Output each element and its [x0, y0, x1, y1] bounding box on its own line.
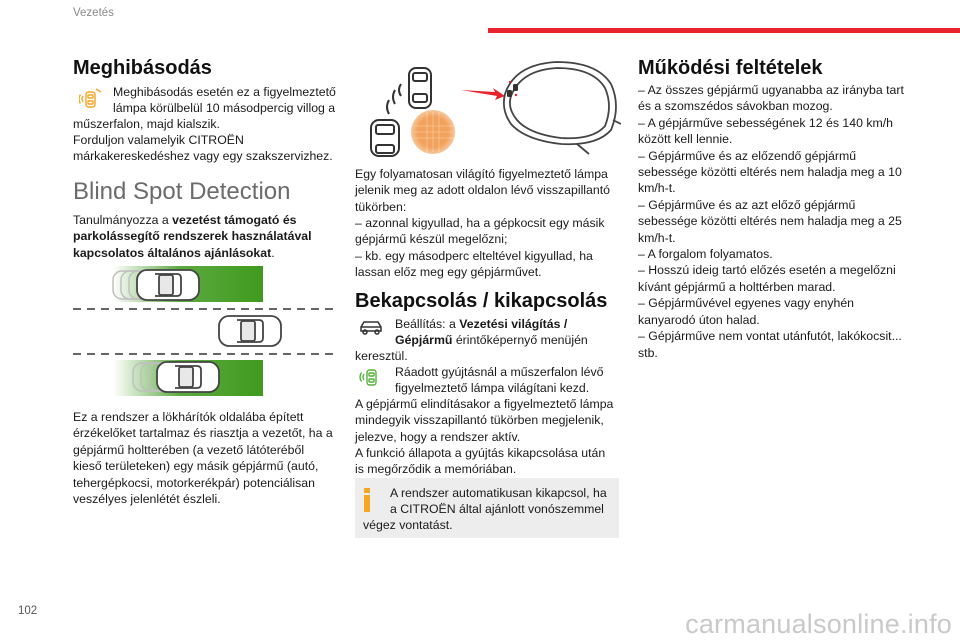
info-icon [363, 488, 371, 512]
header-accent-bar [488, 28, 960, 33]
activation-heading: Bekapcsolás / kikapcsolás [355, 290, 608, 312]
setting-prefix: Beállítás: a [395, 317, 460, 331]
ignition-line2: figyelmeztető lámpa világítani kezd. [395, 381, 590, 395]
condition-item: – Hosszú ideig tartó előzés esetén a megelőzni kívánt gépjármű a holttérben marad. [638, 263, 896, 294]
setting-menu-path-1: Vezetési világítás / [459, 317, 568, 331]
overtaking-car-icon [409, 68, 431, 108]
own-car-rear-icon [371, 120, 399, 156]
bsd-intro-bold: vezetést támogató és parkolássegítő rendszerek használatával kapcsolatos általános ajánlásokat [73, 213, 312, 260]
section-title: Vezetés [73, 7, 114, 19]
conditions-heading: Működési feltételek [638, 57, 823, 79]
blind-spot-warning-lamp-icon [79, 86, 103, 112]
blind-spot-diagram [73, 264, 335, 398]
startup-text: A gépjármű elindításakor a figyelmeztető lámpa mindegyik visszapillantó tükörben megjelenik, jelezve, hogy a rendszer aktív. [355, 397, 614, 444]
malfunction-text-line3: műszerfalon, majd kialszik. [73, 117, 220, 131]
lamp-text: Egy folyamatosan világító figyelmeztető lámpa jelenik meg az adott oldalon lévő visszapillantó tükörben: [355, 167, 610, 214]
own-car-icon [219, 316, 281, 346]
mirror-warning-illustration [365, 50, 621, 158]
info-line2: a CITROËN által ajánlott vonószemmel [390, 502, 604, 516]
side-mirror-icon [504, 62, 621, 154]
info-box [355, 478, 619, 538]
malfunction-text-line2: lámpa körülbelül 10 másodpercig villog a [113, 101, 336, 115]
lamp-item-slow: – kb. egy másodperc elteltével kigyullad, ha lassan előz meg egy gépjárművet. [355, 249, 593, 280]
car-top-icon [137, 270, 199, 300]
page-number: 102 [18, 605, 38, 617]
setting-suffix: érintőképernyő menüjén [452, 333, 588, 347]
condition-item: – Gépjárműve nem vontat utánfutót, lakókocsit... stb. [638, 329, 902, 360]
setting-line1 [395, 316, 621, 332]
bsd-intro-suffix: . [271, 245, 275, 260]
condition-item: – Gépjárműve és az előzendő gépjármű sebessége közötti eltérés nem haladja meg a 10 km/h-t. [638, 148, 902, 196]
bsd-intro [73, 212, 335, 261]
ignition-line1: Ráadott gyújtásnál a műszerfalon lévő [395, 365, 604, 379]
malfunction-text-line5: márkakereskedéshez vagy egy szakszervizhez. [73, 149, 333, 163]
bsd-intro-prefix: Tanulmányozza a [73, 213, 173, 227]
lamp-item-immediate: – azonnal kigyullad, ha a gépkocsit egy másik gépjármű készül megelőzni; [355, 216, 605, 247]
bsd-active-lamp-icon [359, 364, 383, 390]
conditions-list [638, 82, 904, 361]
vehicle-settings-icon [359, 319, 383, 337]
watermark: carmanualsonline.info [685, 609, 952, 639]
bsd-heading: Blind Spot Detection [73, 178, 291, 205]
malfunction-heading: Meghibásodás [73, 57, 212, 79]
setting-line2 [395, 332, 621, 348]
info-line3: végez vontatást. [363, 518, 453, 532]
condition-item: – Gépjárművével egyenes vagy enyhén kanyarodó úton halad. [638, 296, 855, 327]
memory-text: A funkció állapota a gyújtás kikapcsolása után is megőrződik a memóriában. [355, 446, 606, 477]
condition-item: – Gépjárműve és az azt előző gépjármű sebessége közötti eltérés nem haladja meg a 25 km/h-t. [638, 197, 902, 245]
info-line1: A rendszer automatikusan kikapcsol, ha [390, 486, 607, 500]
pointer-arrow-icon [461, 88, 505, 100]
setting-menu-path-2: Gépjármű [395, 333, 453, 347]
condition-item: – Az összes gépjármű ugyanabba az irányba tart és a szomszédos sávokban mozog. [638, 83, 904, 114]
condition-item: – A gépjárműve sebességének 12 és 140 km/h között kell lennie. [638, 115, 893, 147]
malfunction-text-line4: Forduljon valamelyik CITROËN [73, 133, 244, 147]
bsd-description: Ez a rendszer a lökhárítók oldalába épített érzékelőket tartalmaz és riasztja a vezetőt, ha a gépjármű holtterében (a vezető látóteréből kieső területeken) egy másik gépjármű (autó, tehergépkocsi, motorkerékpár) potenciálisan veszélyes jelenlétét észleli. [73, 410, 333, 507]
car-bottom-icon [157, 362, 219, 392]
condition-item: – A forgalom folyamatos. [638, 247, 773, 262]
malfunction-text-line1: Meghibásodás esetén ez a figyelmeztető [113, 85, 336, 99]
setting-line3: keresztül. [355, 349, 408, 363]
